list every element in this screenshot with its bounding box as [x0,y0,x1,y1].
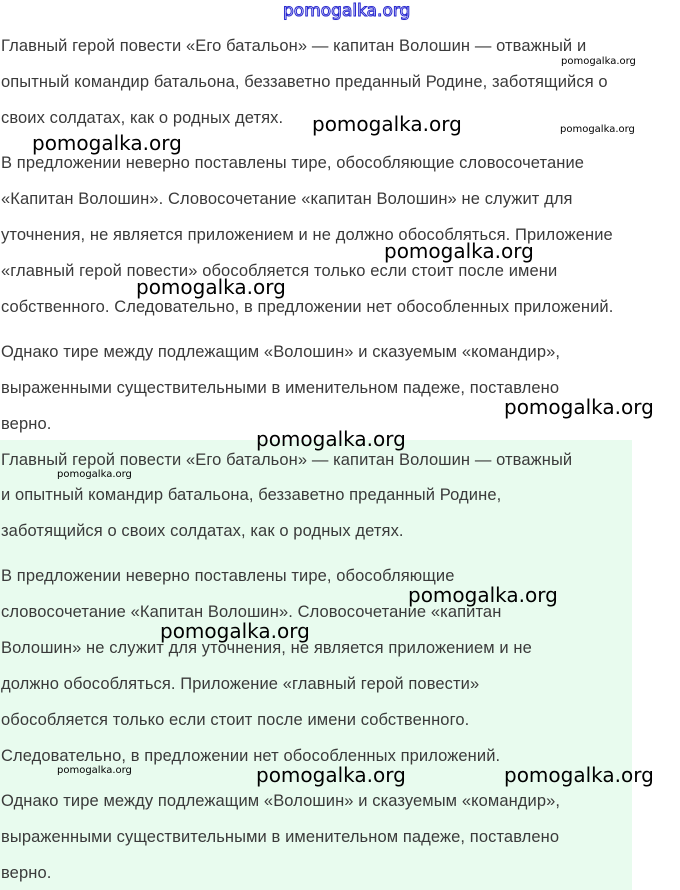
text-line: должно обособляться. Приложение «главный герой повести» [1,675,480,693]
watermark: pomogalka.org [136,275,286,299]
watermark: pomogalka.org [32,131,182,155]
watermark: pomogalka.org [504,763,654,787]
watermark: pomogalka.org [256,427,406,451]
text-line: опытный командир батальона, беззаветно преданный Родине, заботящийся о [1,73,608,91]
text-line: Следовательно, в предложении нет обособленных приложений. [1,747,501,765]
text-line: заботящийся о своих солдатах, как о родных детях. [1,522,404,540]
watermark: pomogalka.org [408,583,558,607]
text-line: и опытный командир батальона, беззаветно преданный Родине, [1,486,502,504]
text-line: обособляется только если стоит после имени собственного. [1,711,470,729]
watermark: pomogalka.org [560,124,635,135]
text-line: Волошин» не служит для уточнения, не является приложением и не [1,639,532,657]
text-line: Однако тире между подлежащим «Волошин» и сказуемым «командир», [1,343,561,361]
text-line: своих солдатах, как о родных детях. [1,109,284,127]
watermark: pomogalka.org [160,619,310,643]
answer-block-2-background [0,440,632,890]
text-line: верно. [1,864,52,882]
text-line: В предложении неверно поставлены тире, обособляющие словосочетание [1,154,585,172]
text-line: словосочетание «Капитан Волошин». Словосочетание «капитан [1,603,502,621]
text-line: Главный герой повести «Его батальон» — капитан Волошин — отважный и [1,37,587,55]
watermark: pomogalka.org [561,56,636,67]
text-line: собственного. Следовательно, в предложении нет обособленных приложений. [1,298,614,316]
text-line: уточнения, не является приложением и не должно обособляться. Приложение [1,226,613,244]
watermark: pomogalka.org [504,395,654,419]
watermark: pomogalka.org [384,239,534,263]
watermark-top: pomogalka.org [283,1,411,21]
watermark: pomogalka.org [57,469,132,480]
text-line: Главный герой повести «Его батальон» — капитан Волошин — отважный [1,451,573,469]
watermark: pomogalka.org [256,763,406,787]
text-line: В предложении неверно поставлены тире, обособляющие [1,567,455,585]
text-line: «главный герой повести» обособляется только если стоит после имени [1,262,558,280]
text-line: выраженными существительными в именительном падеже, поставлено [1,379,560,397]
text-line: выраженными существительными в именительном падеже, поставлено [1,828,560,846]
text-line: «Капитан Волошин». Словосочетание «капитан Волошин» не служит для [1,190,573,208]
watermark: pomogalka.org [312,112,462,136]
text-line: верно. [1,415,52,433]
watermark: pomogalka.org [57,765,132,776]
text-line: Однако тире между подлежащим «Волошин» и сказуемым «командир», [1,792,561,810]
